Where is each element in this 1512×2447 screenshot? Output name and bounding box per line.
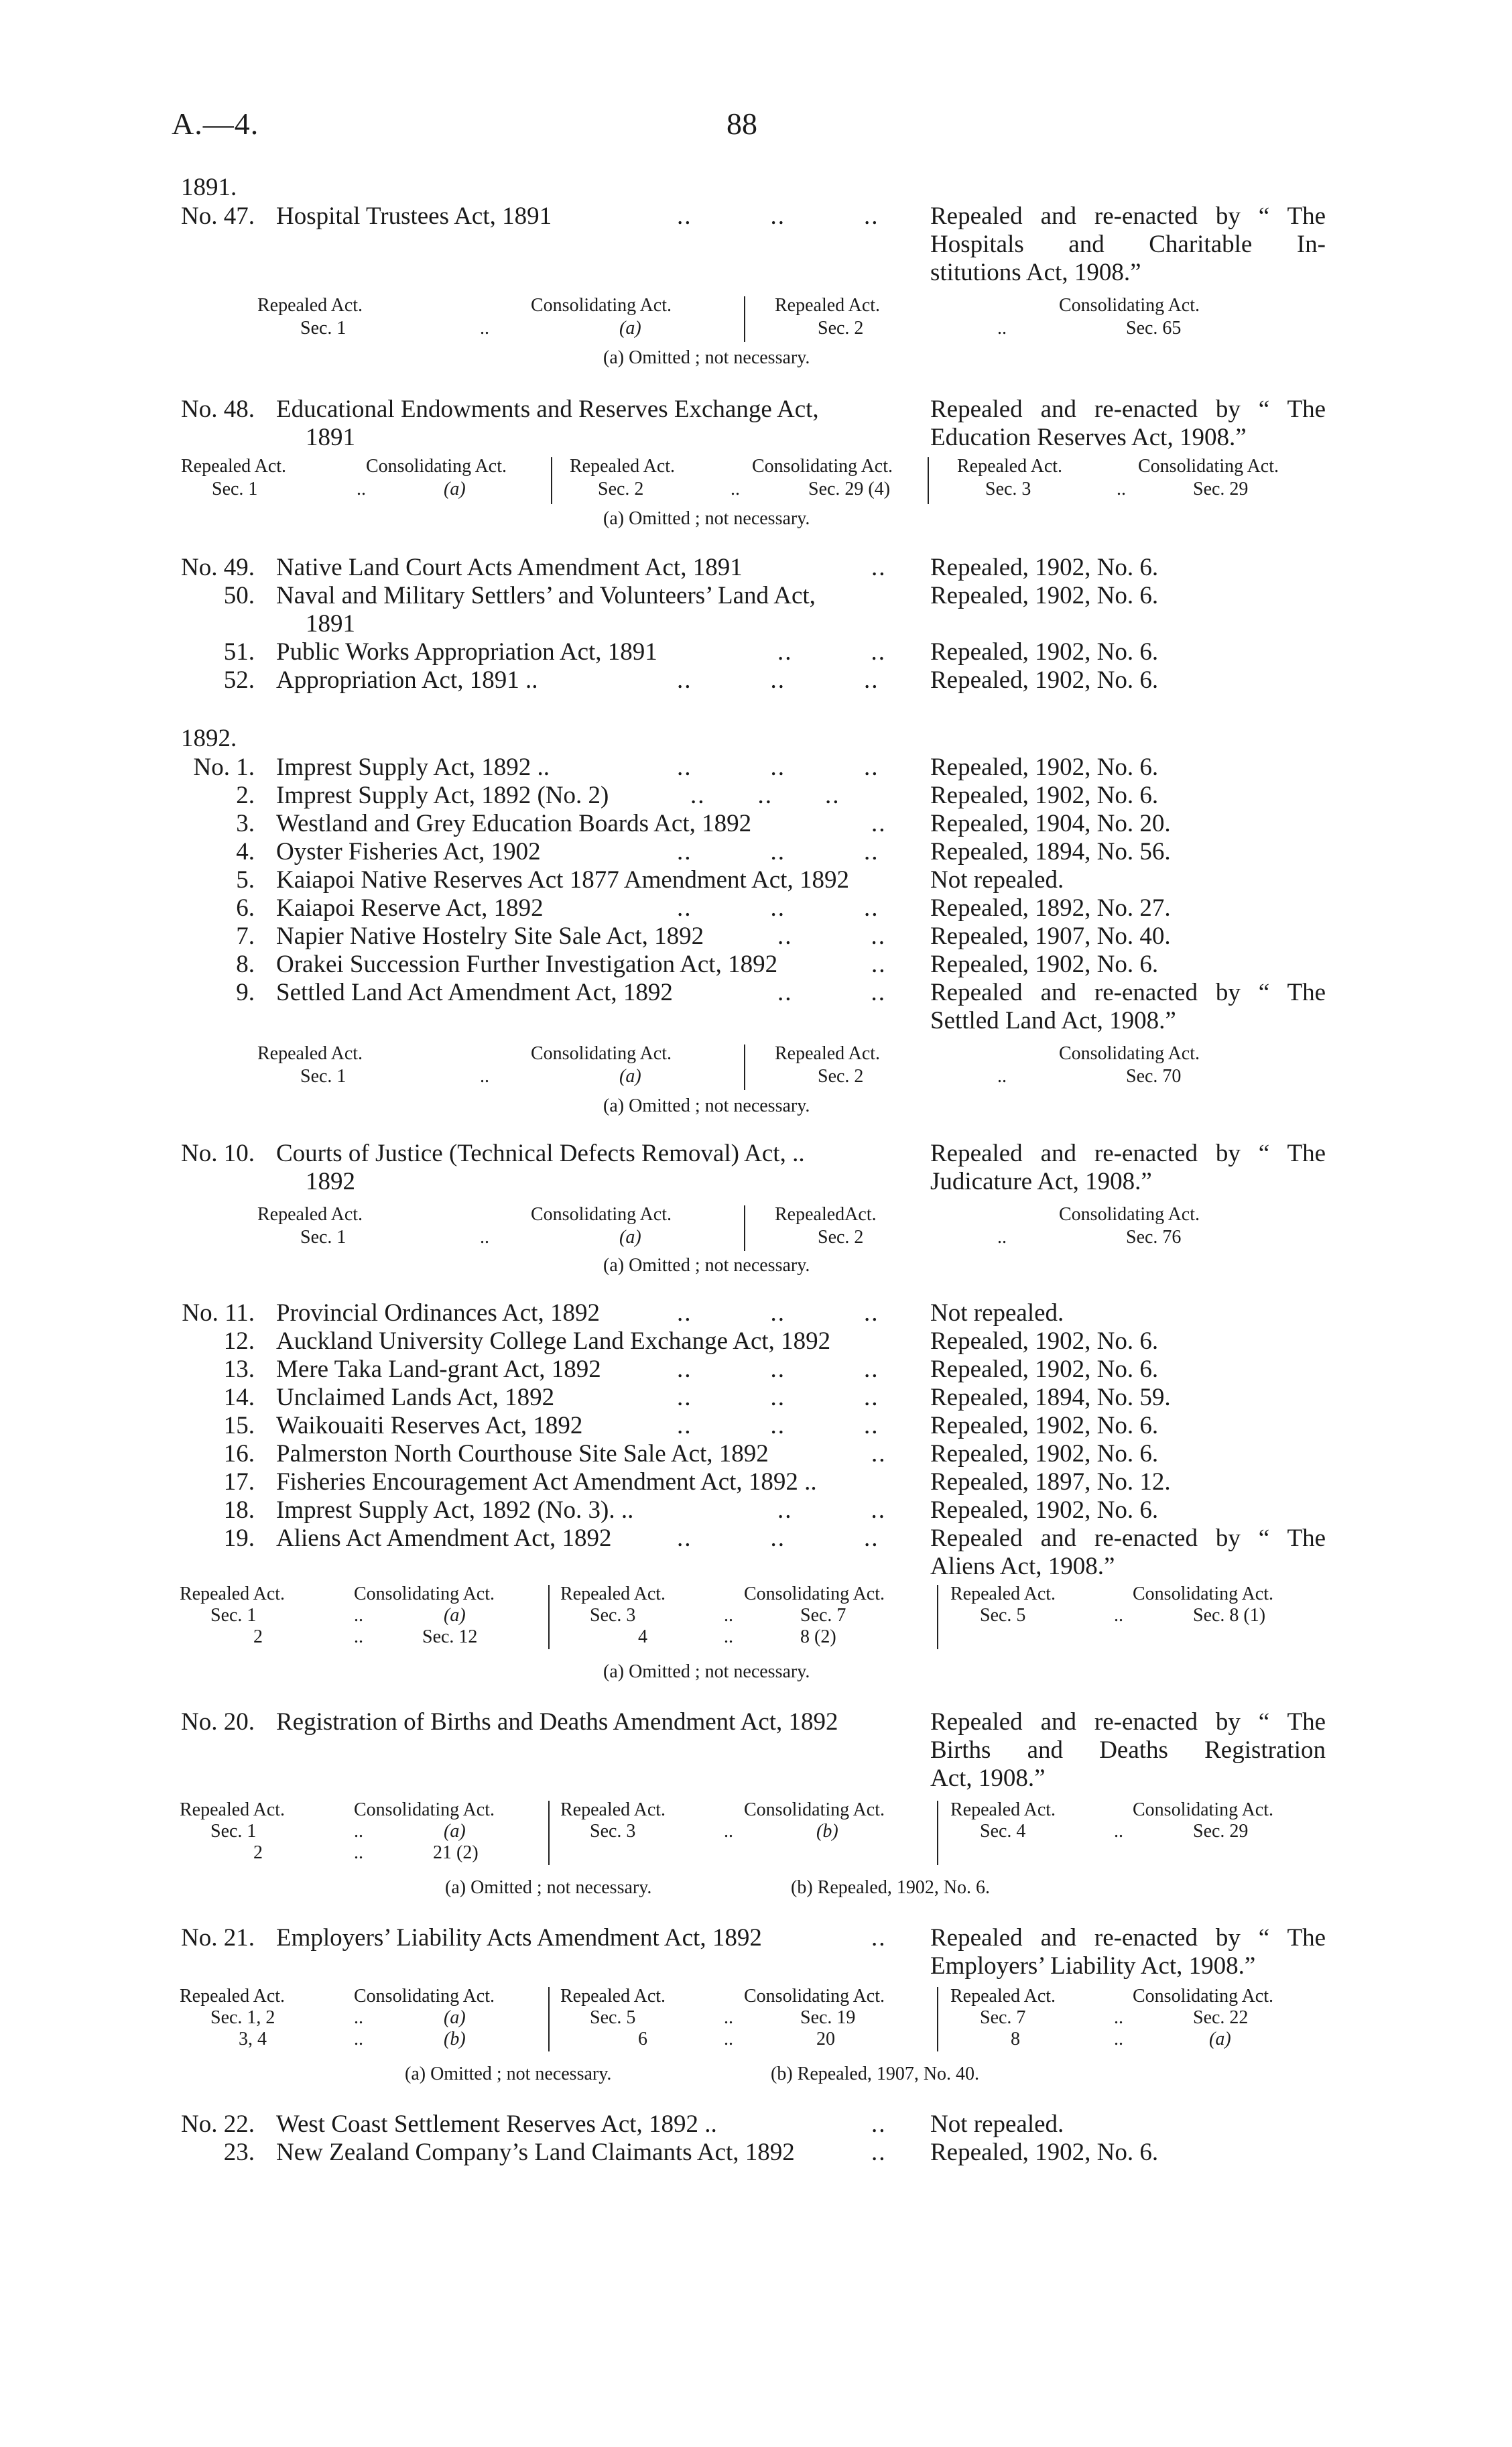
act-title: Hospital Trustees Act, 1891 <box>276 202 552 230</box>
table-cell: Sec. 5 <box>590 2007 636 2028</box>
table-cell: 8 (2) <box>800 1626 836 1647</box>
table-cell: Sec. 19 <box>800 2007 856 2028</box>
table-cell: 4 <box>638 1626 647 1647</box>
act-status: Repealed and re-enacted by “ The Education Reserves Act, 1908.” <box>930 396 1326 451</box>
table-footnote: (a) Omitted ; not necessary. <box>603 1661 810 1682</box>
table-cell: Sec. 7 <box>800 1605 846 1626</box>
page-number: 88 <box>727 107 757 141</box>
table-cell: Sec. 8 (1) <box>1193 1605 1266 1626</box>
table-cell: Sec. 65 <box>1126 318 1182 339</box>
table-cell: (a) <box>619 1066 641 1087</box>
table-cell: Sec. 5 <box>980 1605 1026 1626</box>
table-cell: 2 <box>253 1842 263 1863</box>
table-footnote: (a) Omitted ; not necessary. <box>445 1877 652 1898</box>
col-header: Repealed Act. <box>775 295 881 316</box>
table-cell: Sec. 3 <box>590 1821 636 1842</box>
table-cell: (b) <box>816 1821 838 1842</box>
table-footnote: (a) Omitted ; not necessary. <box>603 508 810 529</box>
table-cell: (b) <box>444 2029 466 2049</box>
table-cell: Sec. 1, 2 <box>210 2007 275 2028</box>
column-divider <box>551 457 552 504</box>
document-page: A.—4. 88 1891. No. 47. Hospital Trustees Act, 1891 .. .. .. Repealed and re-enacted by “ The Hospitals and Charitable In- stitutions Act, 1908.” Repealed Act. Consolidating Act. Repealed Act. Consolidating Act. Sec. 1 .. (a) Sec. 2 .. Sec. 65 (a) Omitted ; not necessary. No. 48. Educational Endowments and Reserves Exchange Act, 1891 Repealed and re-enacted by “ The Education Reserves Act, 1908.” Repealed Act. Consolidating Act. Repealed Act. Consolidating Act. Repealed Act. Consolidating Act. Sec. 1 .. (a) Sec. 2 .. Sec. 29 (4) Sec. 3 .. Sec. 29 (a) Omitted ; not necessary. No. 49. Native Land Court Acts Amendment Act, 1891 .. Repealed, 1902, No. 6. 50. Naval and Military Settlers’ and Volunteers’ Land Act, 1891 Repealed, 1902, No. 6. 51. Public Works Appropriation Act, 1891 .. .. Repealed, 1902, No. 6. 52. Appropriation Act, 1891 .. .. .. .. Repealed, 1902, No. 6. 1892. No. 1. Imprest Supply Act, 1892 .. .. .. .. Repealed, 1902, No. 6. 2. Imprest Supply Act, 1892 (No. 2) .. .. .. Repealed, 1902, No. 6. 3. Westland and Grey Education Boards Act, 1892 .. Repealed, 1904, No. 20. 4. Oyster Fisheries Act, 1902 .. .. .. Repealed, 1894, No. 56. 5. Kaiapoi Native Reserves Act 1877 Amendment Act, 1892 Not repealed. 6. Kaiapoi Reserve Act, 1892 .. .. .. Repealed, 1892, No. 27. 7. Napier Native Hostelry Site Sale Act, 1892 .. .. Repealed, 1907, No. 40. 8. Orakei Succession Further Investigation Act, 1892 .. Repealed, 1902, No. 6. 9. Settled Land Act Amendment Act, 1892 .. .. Repealed and re-enacted by “ The Settled Land Act, 1908.” Repealed Act. Consolidating Act. Repealed Act. Consolidating Act. Sec. 1 .. (a) Sec. 2 .. Sec. 70 (a) Omitted ; not necessary. No. 10. Courts of Justice (Technical Defects Removal) Act, .. 1892 Repealed and re-enacted by “ The Judicature Act, 1908.” Repealed Act. Consolidating Act. RepealedAct. Consolidating Act. Sec. 1 .. (a) Sec. 2 .. Sec. 76 (a) Omitted ; not necessary. No. 11. Provincial Ordinances Act, 1892 .. .. .. Not repealed. 12. Auckland University College Land Exchange Act, 1892 Repealed, 1902, No. 6. 13. Mere Taka Land-grant Act, 1892 .. .. .. Repealed, 1902, No. 6. 14. Unclaimed Lands Act, 1892 .. .. .. Repealed, 1894, No. 59. 15. Waikouaiti Reserves Act, 1892 .. .. .. Repealed, 1902, No. 6. 16. Palmerston North Courthouse Site Sale Act, 1892 .. Repealed, 1902, No. 6. 17. Fisheries Encouragement Act Amendment Act, 1892 .. Repealed, 1897, No. 12. 18. Imprest Supply Act, 1892 (No. 3). .. .. .. Repealed, 1902, No. 6. 19. Aliens Act Amendment Act, 1892 .. .. .. Repealed and re-enacted by “ The Aliens Act, 1908.” Repealed Act. Consolidating Act. Repealed Act. Consolidating Act. Repealed Act. Consolidating Act. Sec. 1 .. (a) 2 .. Sec. 12 Sec. 3 .. Sec. 7 4 .. 8 (2) Sec. 5 .. Sec. 8 (1) (a) Omitted ; not necessary. No. 20. Registration of Births and Deaths Amendment Act, 1892 Repealed and re-enacted by “ The Births and Deaths Registration Act, 1908.” Repealed Act. Consolidating Act. Repealed Act. Consolidating Act. Repealed Act. Consolidating Act. Sec. 1 .. (a) 2 .. 21 (2) Sec. 3 .. (b) Sec. 4 .. Sec. 29 (a) Omitted ; not necessary. (b) Repealed, 1902, No. 6. No. 21. Employers’ Liability Acts Amendment Act, 1892 .. Repealed and re-enacted by “ The Employers’ Liability Act, 1908.” Repealed Act. Consolidating Act. Repealed Act. Consolidating Act. Repealed Act. Consolidating Act. Sec. 1, 2 .. (a) 3, 4 .. (b) Sec. 5 .. Sec. 19 6 .. 20 Sec. 7 .. Sec. 22 8 .. (a) (a) Omitted ; not necessary. (b) Repealed, 1907, No. 40. No. 22. West Coast Settlement Reserves Act, 1892 .. .. Not repealed. 23. New Zealand Company’s Land Claimants Act, 1892 .. Repealed, 1902, No. 6. <box>0 0 1512 2447</box>
table-cell: (a) <box>1209 2029 1231 2049</box>
table-cell: Sec. 2 <box>818 318 864 339</box>
table-cell: 20 <box>816 2029 835 2049</box>
act-number: No. 48. <box>181 396 255 423</box>
table-cell: Sec. 29 (4) <box>808 479 891 499</box>
col-header: Consolidating Act. <box>1059 295 1200 316</box>
col-header: Repealed Act. <box>257 295 363 316</box>
table-footnote: (a) Omitted ; not necessary. <box>405 2064 612 2084</box>
table-cell: Sec. 3 <box>985 479 1031 499</box>
table-cell: 3, 4 <box>239 2029 267 2049</box>
table-cell: Sec. 1 <box>300 1066 346 1087</box>
act-status: Repealed and re-enacted by “ The Hospitals and Charitable In- stitutions Act, 1908.” <box>930 202 1326 286</box>
table-cell: Sec. 1 <box>210 1821 257 1842</box>
table-cell: Sec. 2 <box>818 1066 864 1087</box>
act-number: No. 47. <box>181 202 255 230</box>
column-divider <box>744 1205 745 1251</box>
table-cell: (a) <box>444 1605 466 1626</box>
year-heading: 1891. <box>181 174 237 201</box>
column-divider <box>937 1585 938 1649</box>
column-divider <box>937 1801 938 1865</box>
table-footnote: (a) Omitted ; not necessary. <box>603 1255 810 1276</box>
table-cell: 21 (2) <box>433 1842 479 1863</box>
column-divider <box>744 1045 745 1090</box>
table-cell: (a) <box>444 479 466 499</box>
act-title: Educational Endowments and Reserves Exchange Act, 1891 <box>276 396 819 451</box>
table-cell: (a) <box>444 2007 466 2028</box>
table-cell: Sec. 1 <box>300 1227 346 1248</box>
table-cell: 2 <box>253 1626 263 1647</box>
table-cell: Sec. 29 <box>1193 479 1249 499</box>
column-divider <box>744 296 745 342</box>
table-footnote: (a) Omitted ; not necessary. <box>603 347 810 368</box>
column-divider <box>928 457 929 504</box>
column-divider <box>548 1585 550 1649</box>
table-cell: Sec. 2 <box>598 479 644 499</box>
parliamentary-paper-ref: A.—4. <box>172 107 259 141</box>
table-footnote: (a) Omitted ; not necessary. <box>603 1095 810 1116</box>
table-cell: Sec. 1 <box>300 318 346 339</box>
table-cell: Sec. 70 <box>1126 1066 1182 1087</box>
table-cell: 8 <box>1011 2029 1020 2049</box>
table-cell: 6 <box>638 2029 647 2049</box>
table-cell: Sec. 29 <box>1193 1821 1249 1842</box>
table-cell: Sec. 12 <box>422 1626 478 1647</box>
year-heading: 1892. <box>181 725 237 752</box>
column-divider <box>548 1801 550 1865</box>
table-cell: Sec. 2 <box>818 1227 864 1248</box>
table-cell: Sec. 22 <box>1193 2007 1249 2028</box>
table-cell: Sec. 3 <box>590 1605 636 1626</box>
table-cell: (a) <box>619 318 641 339</box>
table-cell: Sec. 7 <box>980 2007 1026 2028</box>
leader-dots: .. .. .. <box>677 202 879 230</box>
column-divider <box>548 1987 550 2051</box>
table-footnote: (b) Repealed, 1907, No. 40. <box>771 2064 980 2084</box>
col-header: Consolidating Act. <box>531 295 672 316</box>
table-cell: (a) <box>444 1821 466 1842</box>
column-divider <box>937 1987 938 2051</box>
table-cell: Sec. 1 <box>212 479 258 499</box>
table-cell: Sec. 76 <box>1126 1227 1182 1248</box>
table-cell: Sec. 4 <box>980 1821 1026 1842</box>
table-cell: Sec. 1 <box>210 1605 257 1626</box>
table-footnote: (b) Repealed, 1902, No. 6. <box>791 1877 991 1898</box>
table-cell: (a) <box>619 1227 641 1248</box>
